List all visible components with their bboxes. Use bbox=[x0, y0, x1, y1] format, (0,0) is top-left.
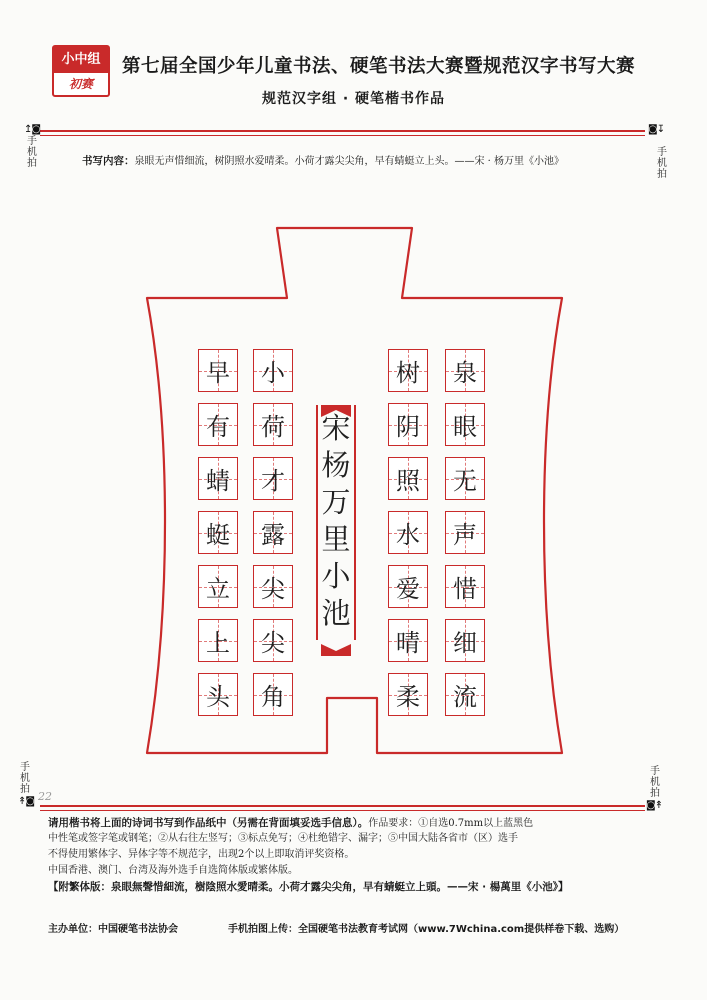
grid-cell bbox=[253, 457, 293, 500]
grid-char: 照 bbox=[396, 467, 420, 495]
writing-content-text: 泉眼无声惜细流，树阴照水爱晴柔。小荷才露尖尖角，早有蜻蜓立上头。——宋 · 杨万里《小池》 bbox=[134, 156, 565, 167]
grid-cell bbox=[253, 349, 293, 392]
grid-cell bbox=[388, 619, 428, 662]
grid-cell bbox=[198, 457, 238, 500]
author-char: 万 bbox=[321, 485, 351, 519]
grid-cell bbox=[253, 511, 293, 554]
camera-mark-bottom-left: ↟◙ bbox=[18, 796, 35, 807]
grid-char: 荷 bbox=[261, 413, 285, 441]
grid-char: 角 bbox=[261, 683, 285, 711]
grid-char: 无 bbox=[453, 467, 477, 495]
author-char: 里 bbox=[321, 522, 351, 556]
page-title: 第七届全国少年儿童书法、硬笔书法大赛暨规范汉字书写大赛 bbox=[122, 56, 636, 77]
grid-char: 早 bbox=[206, 359, 230, 387]
grid-char: 露 bbox=[261, 521, 285, 549]
instructions-line-4: 中国香港、澳门、台湾及海外选手自选简体版或繁体版。 bbox=[48, 865, 298, 876]
grid-char: 上 bbox=[206, 629, 230, 657]
grid-cell bbox=[253, 619, 293, 662]
pencil-scribble: 22 bbox=[38, 790, 52, 803]
grid-cell bbox=[388, 403, 428, 446]
grid-cell bbox=[445, 403, 485, 446]
grid-cell bbox=[445, 457, 485, 500]
grid-char: 爱 bbox=[396, 575, 420, 603]
grid-cell bbox=[388, 565, 428, 608]
grid-cell bbox=[198, 511, 238, 554]
grid-char: 水 bbox=[396, 521, 420, 549]
phone-label-top-right: 手机拍 bbox=[657, 147, 667, 180]
grid-char: 立 bbox=[206, 575, 230, 603]
grid-char: 有 bbox=[206, 413, 230, 441]
camera-mark-top-right: ◙↧ bbox=[648, 124, 665, 135]
footer-organizer: 主办单位：中国硬笔书法协会 bbox=[48, 924, 178, 935]
author-char: 池 bbox=[321, 596, 351, 630]
bottom-rule bbox=[40, 805, 645, 811]
grid-char: 树 bbox=[396, 359, 420, 387]
grid-cell bbox=[445, 511, 485, 554]
grid-cell bbox=[198, 565, 238, 608]
phone-label-top-left: 手机拍 bbox=[27, 136, 37, 169]
author-char: 宋 bbox=[321, 411, 351, 445]
grid-char: 惜 bbox=[453, 575, 477, 603]
grid-char: 蜻 bbox=[206, 467, 230, 495]
grid-cell bbox=[253, 403, 293, 446]
grid-cell bbox=[445, 673, 485, 716]
grid-char: 阴 bbox=[396, 413, 420, 441]
bracket-bottom-icon bbox=[321, 644, 351, 656]
author-column bbox=[316, 410, 356, 632]
grid-char: 泉 bbox=[453, 359, 477, 387]
grid-char: 流 bbox=[453, 683, 477, 711]
grid-char: 才 bbox=[261, 467, 285, 495]
grid-char: 头 bbox=[206, 683, 230, 711]
grid-cell bbox=[253, 565, 293, 608]
camera-mark-bottom-right: ◙↟ bbox=[646, 800, 663, 811]
grid-char: 小 bbox=[261, 359, 285, 387]
grid-cell bbox=[445, 565, 485, 608]
grid-cell bbox=[445, 349, 485, 392]
instructions-line-3: 不得使用繁体字、异体字等不规范字，出现2个以上即取消评奖资格。 bbox=[48, 849, 355, 860]
author-char: 杨 bbox=[321, 448, 351, 482]
grid-cell bbox=[198, 619, 238, 662]
writing-content-label: 书写内容： bbox=[82, 155, 135, 167]
phone-label-bottom-right: 手机拍 bbox=[650, 766, 660, 799]
grid-char: 眼 bbox=[453, 413, 477, 441]
grid-char: 尖 bbox=[261, 629, 285, 657]
grid-char: 声 bbox=[453, 521, 477, 549]
group-label: 小中组 bbox=[54, 47, 108, 73]
phone-label-bottom-left: 手机拍 bbox=[20, 762, 30, 795]
stage-label: 初赛 bbox=[68, 77, 93, 91]
grid-cell bbox=[198, 403, 238, 446]
page-subtitle: 规范汉字组 · 硬笔楷书作品 bbox=[261, 91, 446, 107]
grid-char: 柔 bbox=[396, 683, 420, 711]
grid-cell bbox=[198, 349, 238, 392]
grid-cell bbox=[198, 673, 238, 716]
author-char: 小 bbox=[321, 559, 351, 593]
grid-char: 细 bbox=[453, 629, 477, 657]
camera-mark-top-left: ↥◙ bbox=[24, 124, 41, 135]
grid-char: 晴 bbox=[396, 629, 420, 657]
grid-cell bbox=[388, 673, 428, 716]
grid-char: 蜓 bbox=[206, 521, 230, 549]
instructions-line-5: 【附繁体版：泉眼無聲惜細流，樹陰照水愛晴柔。小荷才露尖尖角，早有蜻蜓立上頭。——宋 · 楊萬里《小池》】 bbox=[48, 881, 569, 893]
grid-cell bbox=[253, 673, 293, 716]
grid-cell bbox=[388, 511, 428, 554]
instructions-line-1: 请用楷书将上面的诗词书写到作品纸中（另需在背面填妥选手信息）。作品要求：①自选0.7mm以上蓝黑色 bbox=[48, 817, 534, 829]
grid-char: 尖 bbox=[261, 575, 285, 603]
instructions-line-2: 中性笔或签字笔或钢笔；②从右往左竖写；③标点免写；④杜绝错字、漏字；⑤中国大陆各省市（区）选手 bbox=[48, 833, 518, 844]
footer-upload: 手机拍图上传：全国硬笔书法教育考试网（www.7Wchina.com提供样卷下载、选购） bbox=[228, 924, 625, 935]
grid-cell bbox=[445, 619, 485, 662]
grid-cell bbox=[388, 457, 428, 500]
grid-cell bbox=[388, 349, 428, 392]
